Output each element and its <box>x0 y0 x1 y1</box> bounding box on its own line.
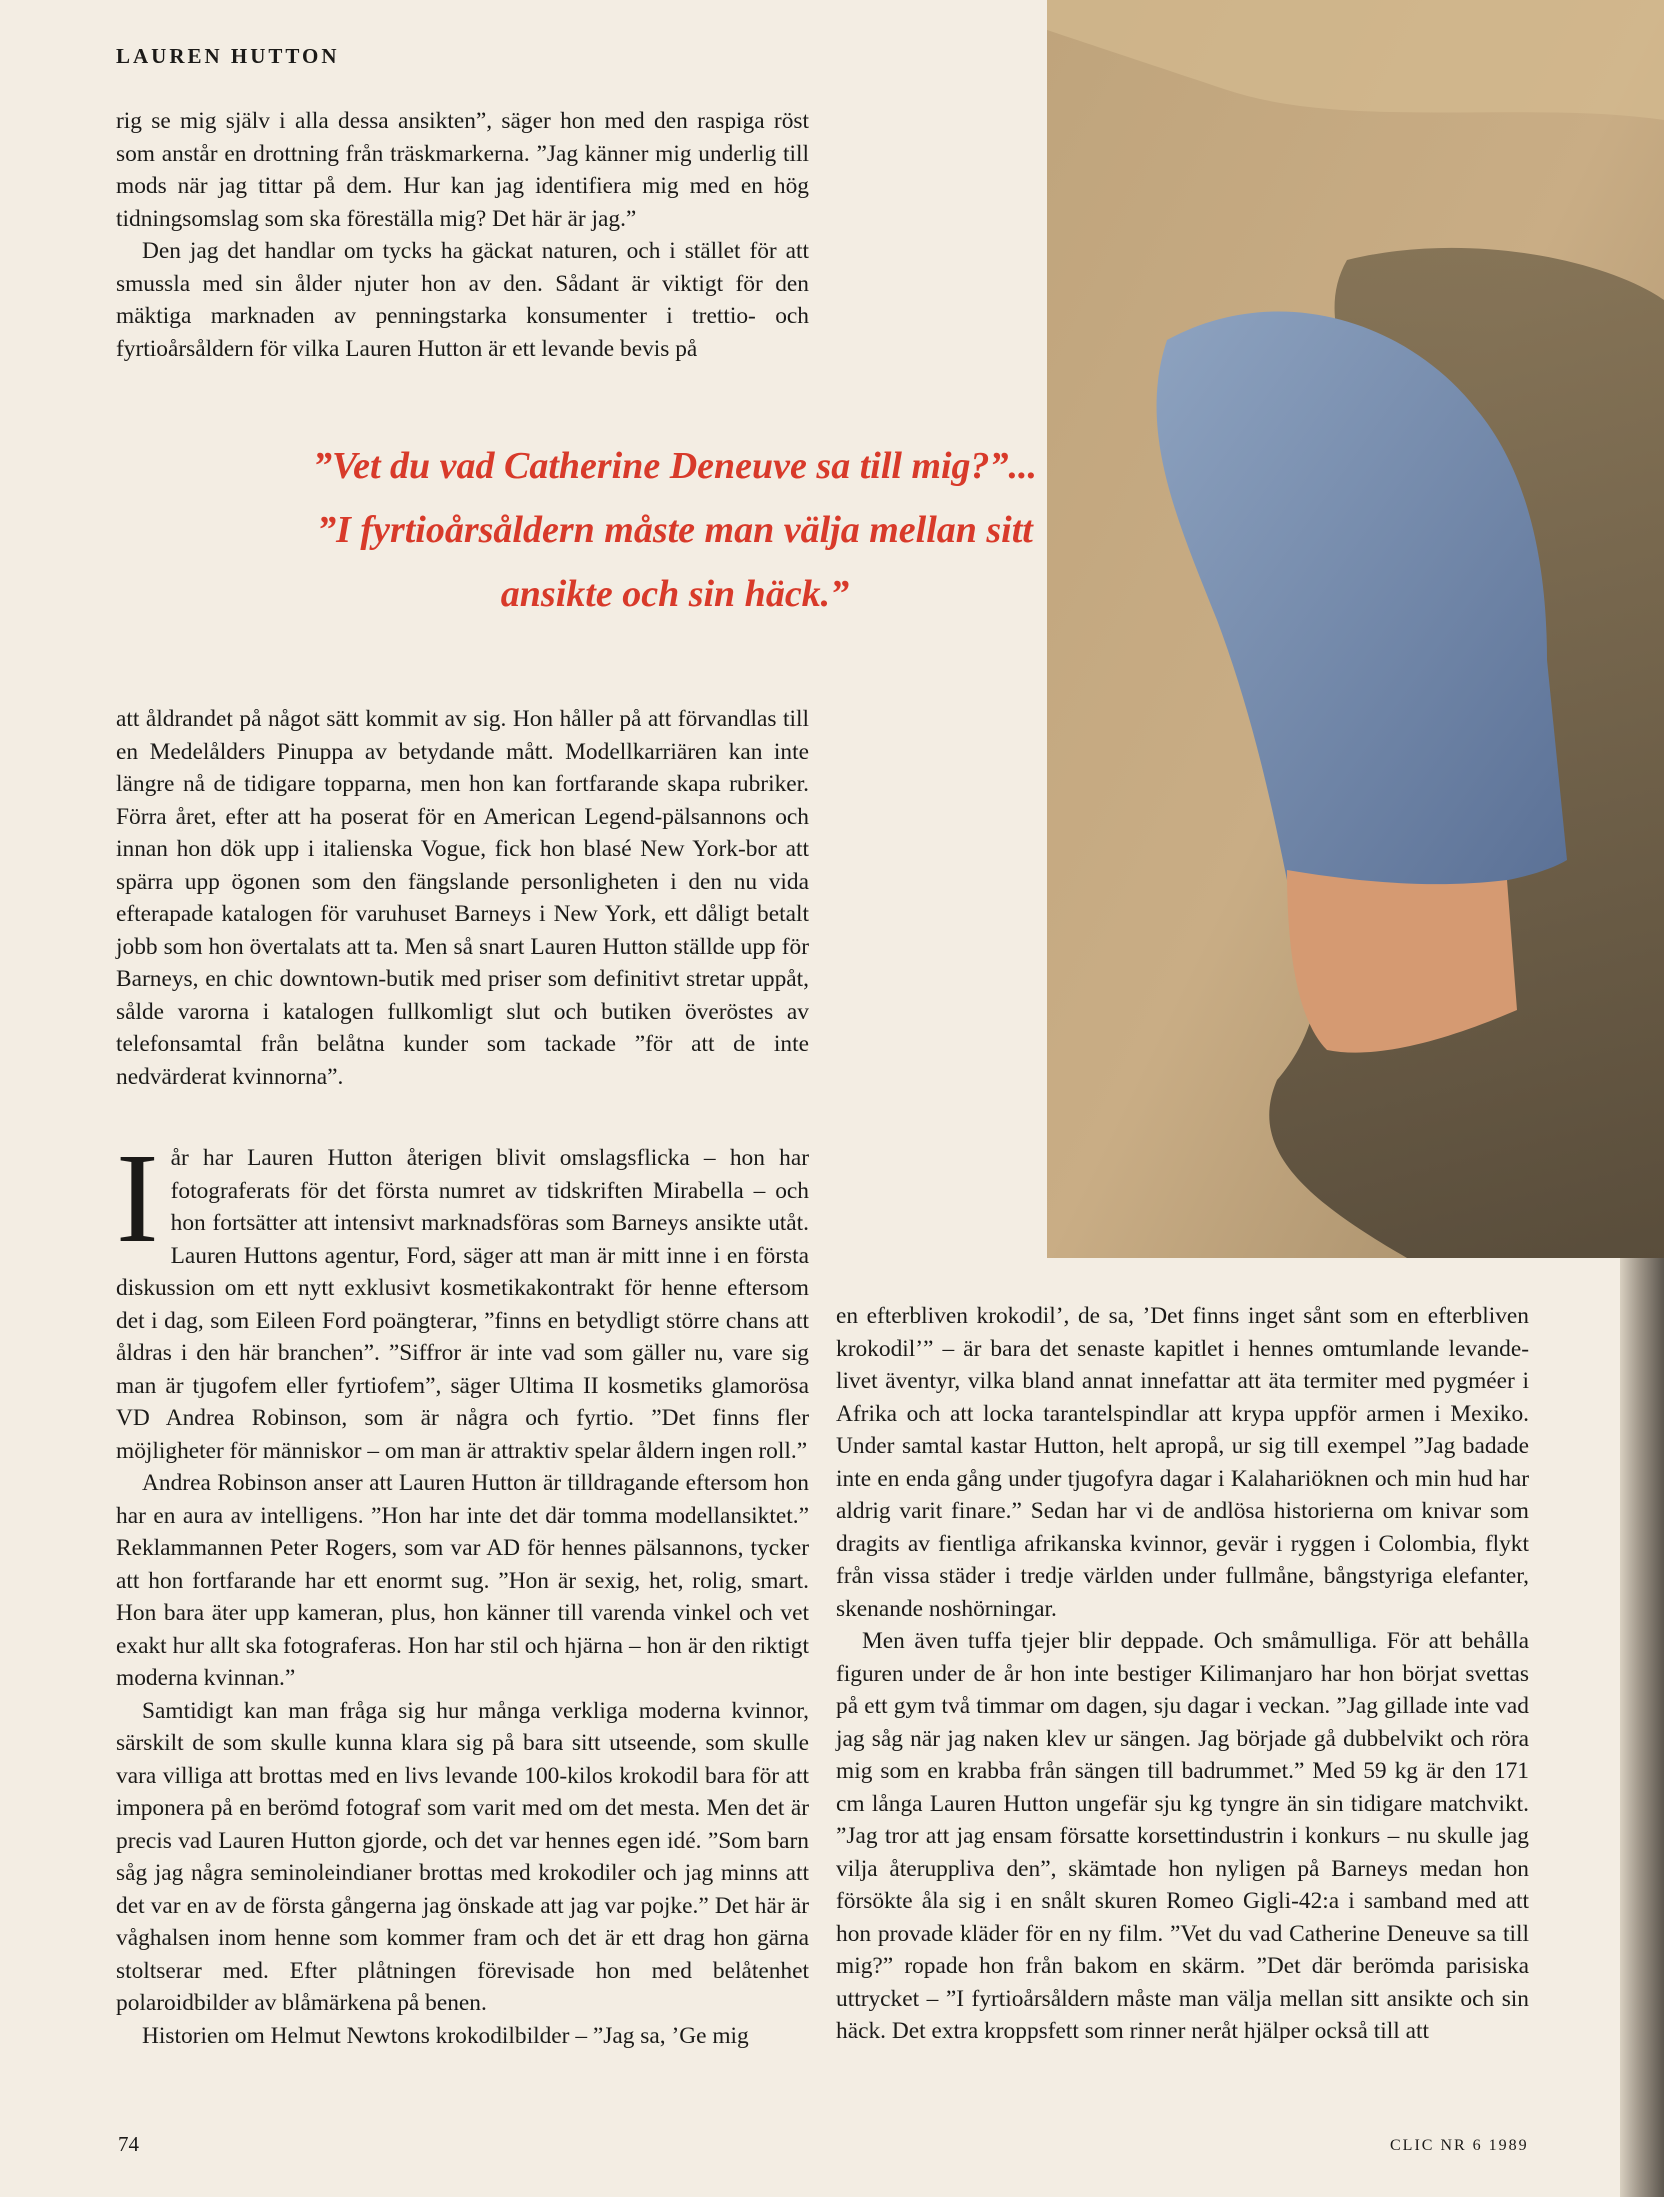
pull-quote: ”Vet du vad Catherine Deneuve sa till mig?”... ”I fyrtioårsåldern måste man välja mellan sitt ansikte och sin häck.” <box>312 445 1038 615</box>
intro-paragraph-2: Den jag det handlar om tycks ha gäckat naturen, och i stället för att smussla med sin ålder njuter hon av den. Sådant är viktigt för den mäktiga marknaden av penningstarka konsumenter i trettio- och fyrtioårsåldern för vilka Lauren Hutton är ett levande bevis på <box>116 238 809 362</box>
magazine-issue: CLIC NR 6 1989 <box>1390 2137 1529 2154</box>
body-left-paragraph-1: år har Lauren Hutton återigen blivit omslagsflicka – hon har fotograferats för det första numret av tidskriften Mirabella – och hon fortsätter att intensivt marknadsföras som Barneys ansikte utåt. Lauren Huttons agentur, Ford, säger att man är mitt inne i en första diskussion om ett nytt exklusivt kosmetikakontrakt för henne eftersom det i dag, som Eileen Ford poängterar, ”finns en betydligt större chans att åldras i den här branchen”. ”Siffror är inte vad som gäller nu, vare sig man är tjugofem eller fyrtiofem”, säger Ultima II kosmetiks glamorösa VD Andrea Robinson, som är några och fyrtio. ”Det finns fler möjligheter för människor – om man är attraktiv spelar åldern ingen roll.” <box>116 1145 809 1464</box>
intro-text <box>116 105 809 365</box>
body-left-paragraph-2: Andrea Robinson anser att Lauren Hutton är tilldragande eftersom hon har en aura av intelligens. ”Hon har inte det där tomma modellansiktet.” Reklammannen Peter Rogers, som var AD för hennes pälsannons, tycker att hon fortfarande har ett enormt sug. ”Hon är sexig, het, rolig, smart. Hon bara äter upp kameran, plus, hon känner till varenda vinkel och vet exakt hur allt ska fotograferas. Hon har stil och hjärna – hon är den riktigt moderna kvinnan.” <box>116 1470 809 1691</box>
body-right-paragraph-1: en efterbliven krokodil’, de sa, ’Det finns inget sånt som en efterbliven krokodil’” – är bara det senaste kapitlet i hennes omtumlande levande-livet äventyr, vilka bland annat innefattar att äta termiter med pygméer i Afrika och att locka tarantelspindlar att krypa uppför armen i Mexiko. Under samtal kastar Hutton, helt apropå, ur sig till exempel ”Jag badade inte en enda gång under tjugofyra dagar i Kalahariöknen och min hud har aldrig varit finare.” Sedan har vi de andlösa historierna om knivar som dragits av fientliga afrikanska kvinnor, gevär i ryggen i Colombia, flykt från vissa städer i tredje världen under fullmåne, bångstyriga elefanter, skenande noshörningar. <box>836 1303 1529 1622</box>
mid-text <box>116 703 809 1093</box>
mid-paragraph: att åldrandet på något sätt kommit av sig. Hon håller på att förvandlas till en Medelålders Pinuppa av betydande mått. Modellkarriären kan inte längre nå de tidigare topparna, men hon kan fortfarande skapa rubriker. Förra året, efter att ha poserat för en American Legend-pälsannons och innan hon dök upp i italienska Vogue, fick hon blasé New York-bor att spärra upp ögonen som den fängslande personligheten i den nu vida efterapade katalogen för varuhuset Barneys i New York, ett dåligt betalt jobb som hon övertalats att ta. Men så snart Lauren Hutton ställde upp för Barneys, en chic downtown-butik med priser som definitivt stretar uppåt, sålde varorna i katalogen fullkomligt slut och butiken överöstes av telefonsamtal från belåtna kunder som tackade ”för att de inte nedvärderat kvinnorna”. <box>116 706 809 1090</box>
body-left-column <box>116 1127 809 2052</box>
page-number: 74 <box>118 2132 139 2156</box>
running-head: LAUREN HUTTON <box>116 44 340 68</box>
body-right-paragraph-2: Men även tuffa tjejer blir deppade. Och småmulliga. För att behålla figuren under de år hon inte bestiger Kilimanjaro har hon börjat svettas på ett gym två timmar om dagen, sju dagar i veckan. ”Jag gillade inte vad jag såg när jag naken klev ur sängen. Jag började gå dubbelvikt och röra mig som en krabba från sängen till badrummet.” Med 59 kg är den 171 cm långa Lauren Hutton ungefär sju kg tyngre än sin tidigare matchvikt. ”Jag tror att jag ensam försatte korsettindustrin i konkurs – nu skulle jag vilja återuppliva den”, skämtade hon nyligen på Barneys medan hon försökte åla sig i en snålt skuren Romeo Gigli-42:a i samband med att hon provade kläder för en ny film. ”Vet du vad Catherine Deneuve sa till mig?” ropade hon från bakom en skärm. ”Det där berömda parisiska uttrycket – ”I fyrtioårsåldern måste man välja mellan sitt ansikte och sin häck. Det extra kroppsfett som rinner neråt hjälper också till att <box>836 1628 1529 2044</box>
photo-jeans-crocodile <box>1047 0 1664 1258</box>
page-gutter <box>1620 1258 1664 2197</box>
drop-cap: I <box>116 1127 159 1269</box>
body-left-paragraph-3: Samtidigt kan man fråga sig hur många verkliga moderna kvinnor, särskilt de som skulle kunna klara sig på bara sitt utseende, som skulle vara villiga att brottas med en livs levande 100-kilos krokodil bara för att imponera på en berömd fotograf som varit med om det mesta. Men det är precis vad Lauren Hutton gjorde, och det var hennes egen idé. ”Som barn såg jag några seminoleindianer brottas med krokodiler och jag minns att det var en av de första gångerna jag önskade att jag var pojke.” Det här är våghalsen inom henne som kommer fram och det är ett drag hon gärna stoltserar med. Efter plåtningen förevisade hon med belåtenhet polaroidbilder av blåmärkena på benen. <box>116 1697 809 2016</box>
body-left-paragraph-4: Historien om Helmut Newtons krokodilbilder – ”Jag sa, ’Ge mig <box>142 2022 749 2049</box>
intro-paragraph-1: rig se mig själv i alla dessa ansikten”, säger hon med den raspiga röst som anstår en drottning från träskmarkerna. ”Jag känner mig underlig till mods när jag tittar på dem. Hur kan jag identifiera mig med en hög tidningsomslag som ska föreställa mig? Det här är jag.” <box>116 108 809 232</box>
photo-illustration <box>1047 0 1664 1258</box>
body-right-column <box>836 1300 1529 2048</box>
